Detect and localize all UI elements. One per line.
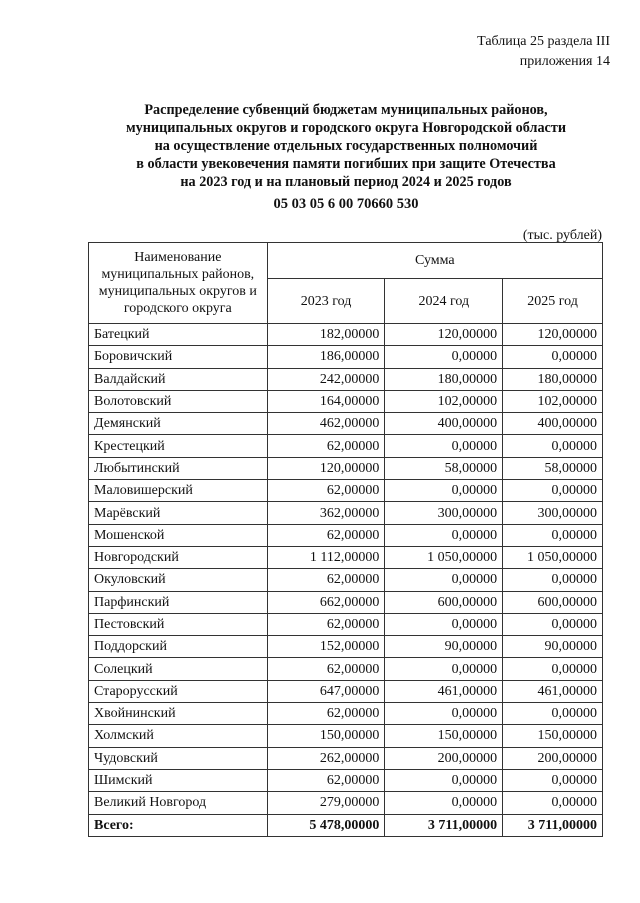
table-row [89,769,603,791]
table-row [89,792,603,814]
table-row [89,480,603,502]
amount-2023-cell: 186,00000 [267,346,385,368]
amount-2024-cell: 0,00000 [385,769,503,791]
table-row [89,636,603,658]
amount-2024-cell: 0,00000 [385,569,503,591]
amount-2023-cell: 62,00000 [267,569,385,591]
amount-2024-cell: 0,00000 [385,703,503,725]
amount-2023-cell: 242,00000 [267,368,385,390]
amount-2023-cell: 5 478,00000 [267,814,385,836]
table-reference-note [477,32,610,72]
amount-2025-cell: 0,00000 [503,569,603,591]
amount-2025-cell: 0,00000 [503,769,603,791]
amount-2024-cell: 600,00000 [385,591,503,613]
total-row [89,814,603,836]
amount-2025-cell: 0,00000 [503,346,603,368]
table-row [89,747,603,769]
amount-2023-cell: 62,00000 [267,613,385,635]
table-row [89,658,603,680]
title-line: Распределение субвенций бюджетам муниципальных районов, [144,102,548,118]
amount-2024-cell: 0,00000 [385,524,503,546]
amount-2024-cell: 0,00000 [385,435,503,457]
amount-2023-cell: 164,00000 [267,390,385,412]
amount-2025-cell: 180,00000 [503,368,603,390]
amount-2025-cell: 300,00000 [503,502,603,524]
sum-column-header: Сумма [267,243,602,279]
table-row [89,524,603,546]
district-name-cell: Старорусский [89,680,268,702]
units-label: (тыс. рублей) [522,228,602,243]
table-row [89,591,603,613]
amount-2025-cell: 3 711,00000 [503,814,603,836]
amount-2025-cell: 1 050,00000 [503,546,603,568]
district-name-cell: Чудовский [89,747,268,769]
district-name-cell: Хвойнинский [89,703,268,725]
district-name-cell: Новгородский [89,546,268,568]
amount-2024-cell: 1 050,00000 [385,546,503,568]
amount-2023-cell: 662,00000 [267,591,385,613]
table-reference-line: Таблица 25 раздела III [477,34,610,49]
amount-2024-cell: 120,00000 [385,324,503,346]
district-name-cell: Мошенской [89,524,268,546]
amount-2024-cell: 0,00000 [385,658,503,680]
amount-2024-cell: 150,00000 [385,725,503,747]
amount-2024-cell: 180,00000 [385,368,503,390]
amount-2024-cell: 400,00000 [385,413,503,435]
amount-2024-cell: 58,00000 [385,457,503,479]
amount-2023-cell: 62,00000 [267,769,385,791]
amount-2025-cell: 461,00000 [503,680,603,702]
amount-2023-cell: 62,00000 [267,480,385,502]
year-2023-header: 2023 год [267,279,385,324]
amount-2023-cell: 62,00000 [267,435,385,457]
amount-2023-cell: 62,00000 [267,524,385,546]
district-name-cell: Марёвский [89,502,268,524]
amount-2024-cell: 0,00000 [385,480,503,502]
amount-2025-cell: 0,00000 [503,792,603,814]
amount-2025-cell: 150,00000 [503,725,603,747]
amount-2023-cell: 647,00000 [267,680,385,702]
district-name-cell: Солецкий [89,658,268,680]
subsidy-table [88,242,603,837]
table-row [89,613,603,635]
amount-2023-cell: 362,00000 [267,502,385,524]
amount-2023-cell: 462,00000 [267,413,385,435]
district-name-cell: Поддорский [89,636,268,658]
amount-2024-cell: 102,00000 [385,390,503,412]
district-name-cell: Волотовский [89,390,268,412]
amount-2025-cell: 0,00000 [503,480,603,502]
amount-2023-cell: 62,00000 [267,658,385,680]
district-name-cell: Пестовский [89,613,268,635]
amount-2023-cell: 1 112,00000 [267,546,385,568]
amount-2025-cell: 400,00000 [503,413,603,435]
amount-2025-cell: 58,00000 [503,457,603,479]
title-line: в области увековечения памяти погибших при защите Отечества [136,156,556,172]
district-name-cell: Всего: [89,814,268,836]
table-row [89,413,603,435]
district-name-cell: Боровичский [89,346,268,368]
table-row [89,346,603,368]
amount-2023-cell: 279,00000 [267,792,385,814]
district-name-cell: Шимский [89,769,268,791]
amount-2025-cell: 0,00000 [503,435,603,457]
district-name-cell: Валдайский [89,368,268,390]
appendix-reference-line: приложения 14 [519,54,610,69]
amount-2025-cell: 102,00000 [503,390,603,412]
title-line: на 2023 год и на плановый период 2024 и 2025 годов [180,174,512,190]
year-2024-header: 2024 год [385,279,503,324]
amount-2025-cell: 90,00000 [503,636,603,658]
table-row [89,680,603,702]
title-line: муниципальных округов и городского округа Новгородской области [125,120,567,136]
amount-2024-cell: 0,00000 [385,613,503,635]
amount-2024-cell: 0,00000 [385,346,503,368]
amount-2025-cell: 200,00000 [503,747,603,769]
district-name-cell: Парфинский [89,591,268,613]
amount-2024-cell: 300,00000 [385,502,503,524]
title-line: на осуществление отдельных государственных полномочий [154,138,538,154]
year-2025-header: 2025 год [503,279,603,324]
district-name-cell: Маловишерский [89,480,268,502]
amount-2023-cell: 150,00000 [267,725,385,747]
amount-2023-cell: 120,00000 [267,457,385,479]
amount-2023-cell: 182,00000 [267,324,385,346]
amount-2024-cell: 200,00000 [385,747,503,769]
amount-2024-cell: 3 711,00000 [385,814,503,836]
table-row [89,725,603,747]
table-body [89,324,603,837]
district-name-cell: Любытинский [89,457,268,479]
district-name-cell: Окуловский [89,569,268,591]
amount-2023-cell: 152,00000 [267,636,385,658]
amount-2024-cell: 461,00000 [385,680,503,702]
amount-2023-cell: 62,00000 [267,703,385,725]
table-row [89,546,603,568]
table-row [89,569,603,591]
table-row [89,457,603,479]
amount-2025-cell: 0,00000 [503,613,603,635]
amount-2024-cell: 0,00000 [385,792,503,814]
district-name-cell: Великий Новгород [89,792,268,814]
amount-2025-cell: 0,00000 [503,658,603,680]
district-name-cell: Крестецкий [89,435,268,457]
amount-2023-cell: 262,00000 [267,747,385,769]
budget-code: 05 03 05 6 00 70660 530 [273,196,419,212]
amount-2025-cell: 0,00000 [503,524,603,546]
amount-2024-cell: 90,00000 [385,636,503,658]
table-row [89,435,603,457]
table-row [89,368,603,390]
document-title [90,101,602,191]
table-row [89,324,603,346]
district-name-cell: Холмский [89,725,268,747]
table-row [89,703,603,725]
table-row [89,502,603,524]
amount-2025-cell: 0,00000 [503,703,603,725]
district-name-cell: Демянский [89,413,268,435]
district-name-cell: Батецкий [89,324,268,346]
amount-2025-cell: 120,00000 [503,324,603,346]
table-row [89,390,603,412]
amount-2025-cell: 600,00000 [503,591,603,613]
name-column-header: Наименование муниципальных районов, муниципальных округов и городского округа [89,243,268,324]
